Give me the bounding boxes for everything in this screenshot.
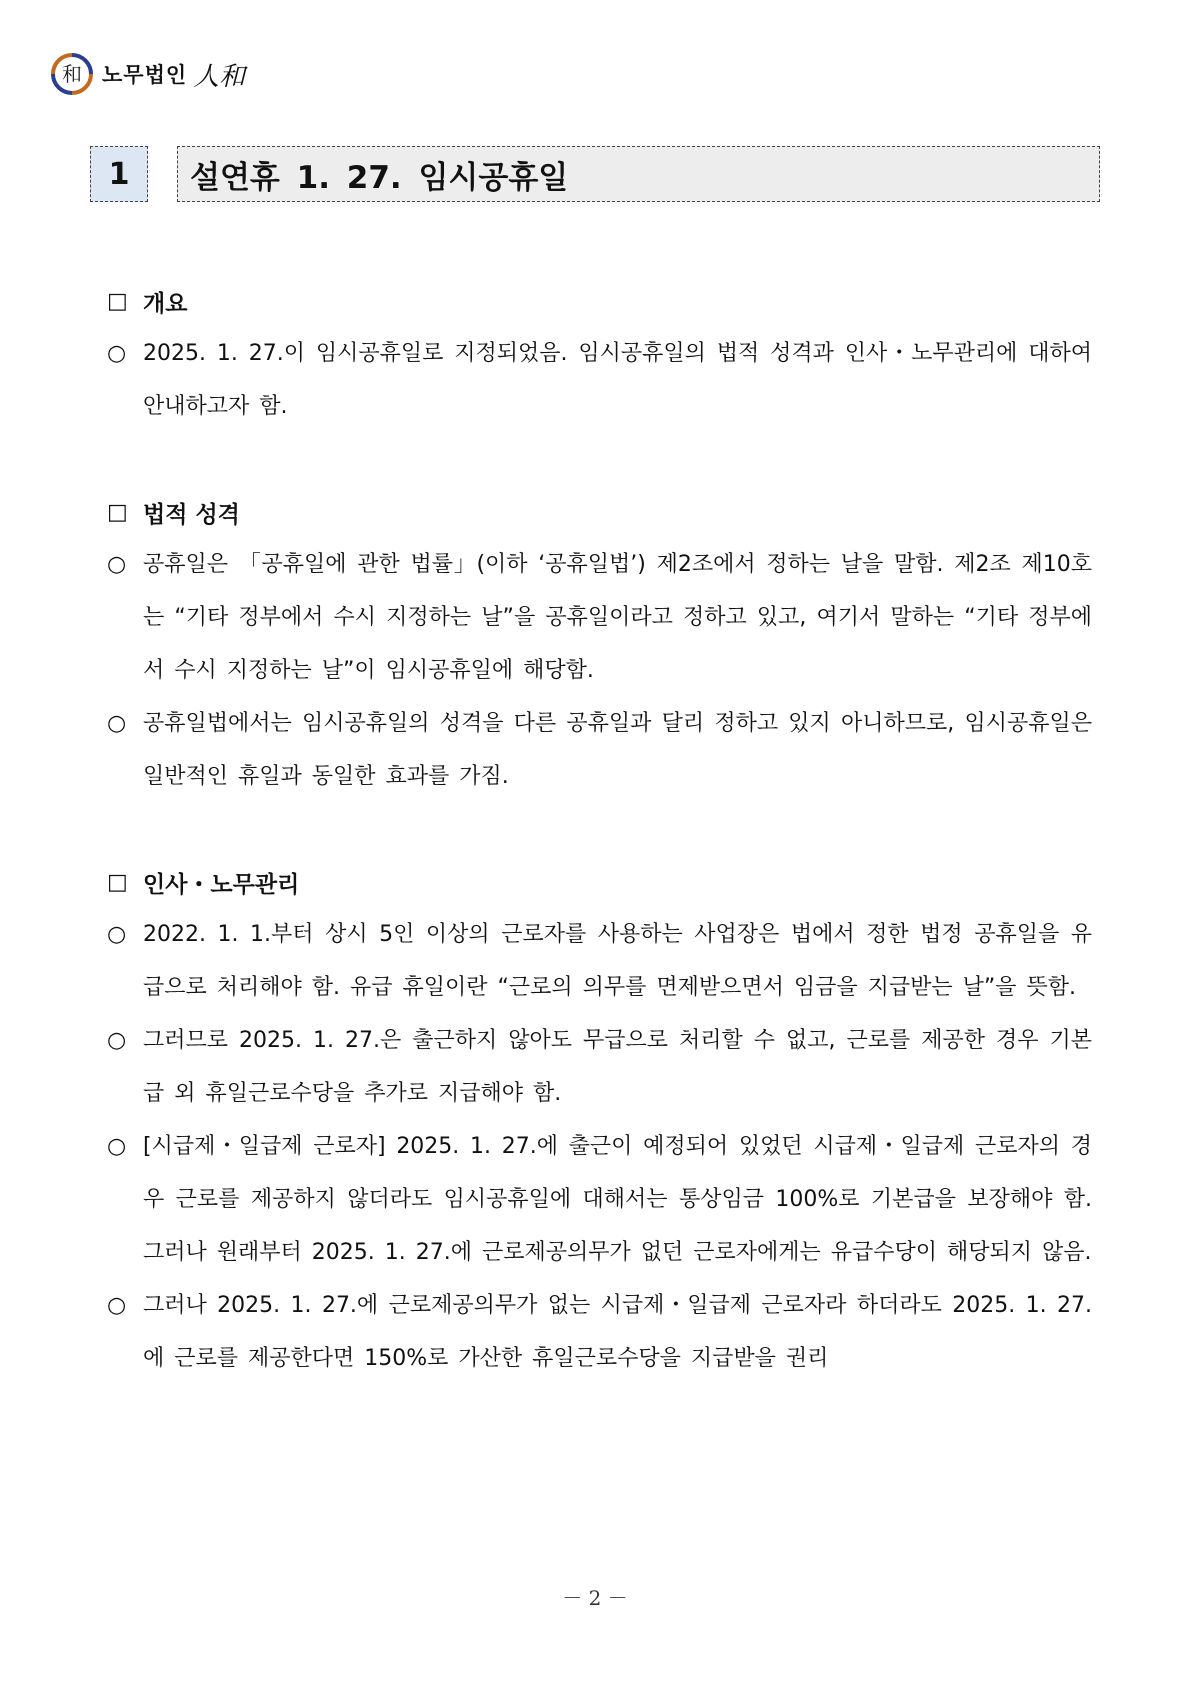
bullet-circle-icon: ○ bbox=[107, 552, 127, 577]
firm-name: 노무법인 bbox=[102, 63, 188, 87]
page-number: － 2 － bbox=[562, 1586, 628, 1610]
list-item bbox=[107, 908, 1092, 1014]
firm-emblem-icon bbox=[50, 52, 94, 96]
bullet-circle-icon: ○ bbox=[107, 1028, 127, 1053]
firm-emblem-char: 和 bbox=[62, 62, 82, 86]
bullet-circle-icon: ○ bbox=[107, 711, 127, 736]
item-text: 2022. 1. 1.부터 상시 5인 이상의 근로자를 사용하는 사업장은 법에서 정한 법정 공휴일을 유급으로 처리해야 함. 유급 휴일이란 “근로의 의무를 면제받으면서 임금을 지급받는 날”을 뜻함. bbox=[143, 922, 1092, 1000]
heading-box-icon: □ bbox=[107, 869, 128, 895]
list-item bbox=[107, 1279, 1092, 1385]
heading-label: 법적 성격 bbox=[143, 501, 240, 528]
document-body bbox=[107, 275, 1092, 1385]
heading-box-icon: □ bbox=[107, 288, 128, 314]
item-text: 공휴일은 「공휴일에 관한 법률」(이하 ‘공휴일법’) 제2조에서 정하는 날을 말함. 제2조 제10호는 “기타 정부에서 수시 지정하는 날”을 공휴일이라고 정하고 있고, 여기서 말하는 “기타 정부에서 수시 지정하는 날”이 임시공휴일에 해당함. bbox=[143, 552, 1092, 683]
heading-label: 인사・노무관리 bbox=[143, 871, 300, 898]
list-item bbox=[107, 697, 1092, 803]
list-item bbox=[107, 327, 1092, 433]
section-title: 설연휴 1. 27. 임시공휴일 bbox=[177, 146, 1100, 202]
item-text: [시급제・일급제 근로자] 2025. 1. 27.에 출근이 예정되어 있었던 시급제・일급제 근로자의 경우 근로를 제공하지 않더라도 임시공휴일에 대해서는 통상임금 100%로 기본급을 보장해야 함. 그러나 원래부터 2025. 1. 27.에 근로제공의무가 없던 근로자에게는 유급수당이 해당되지 않음. bbox=[143, 1134, 1092, 1265]
heading-hr-labor bbox=[107, 856, 1092, 908]
bullet-circle-icon: ○ bbox=[107, 1293, 127, 1318]
heading-label: 개요 bbox=[143, 290, 188, 317]
item-text: 2025. 1. 27.이 임시공휴일로 지정되었음. 임시공휴일의 법적 성격과 인사・노무관리에 대하여 안내하고자 함. bbox=[143, 341, 1092, 419]
item-text: 공휴일법에서는 임시공휴일의 성격을 다른 공휴일과 달리 정하고 있지 아니하므로, 임시공휴일은 일반적인 휴일과 동일한 효과를 가짐. bbox=[143, 711, 1092, 789]
list-item bbox=[107, 538, 1092, 697]
list-item bbox=[107, 1014, 1092, 1120]
section-number: 1 bbox=[90, 146, 148, 202]
item-text: 그러므로 2025. 1. 27.은 출근하지 않아도 무급으로 처리할 수 없고, 근로를 제공한 경우 기본급 외 휴일근로수당을 추가로 지급해야 함. bbox=[143, 1028, 1092, 1106]
firm-hanja: 人和 bbox=[193, 61, 246, 92]
firm-logo bbox=[50, 52, 245, 96]
list-item bbox=[107, 1120, 1092, 1279]
bullet-circle-icon: ○ bbox=[107, 1134, 127, 1159]
bullet-circle-icon: ○ bbox=[107, 922, 127, 947]
heading-legal-nature bbox=[107, 486, 1092, 538]
heading-box-icon: □ bbox=[107, 499, 128, 525]
heading-overview bbox=[107, 275, 1092, 327]
item-text: 그러나 2025. 1. 27.에 근로제공의무가 없는 시급제・일급제 근로자라 하더라도 2025. 1. 27.에 근로를 제공한다면 150%로 가산한 휴일근로수당을 지급받을 권리 bbox=[143, 1293, 1092, 1371]
bullet-circle-icon: ○ bbox=[107, 341, 127, 366]
